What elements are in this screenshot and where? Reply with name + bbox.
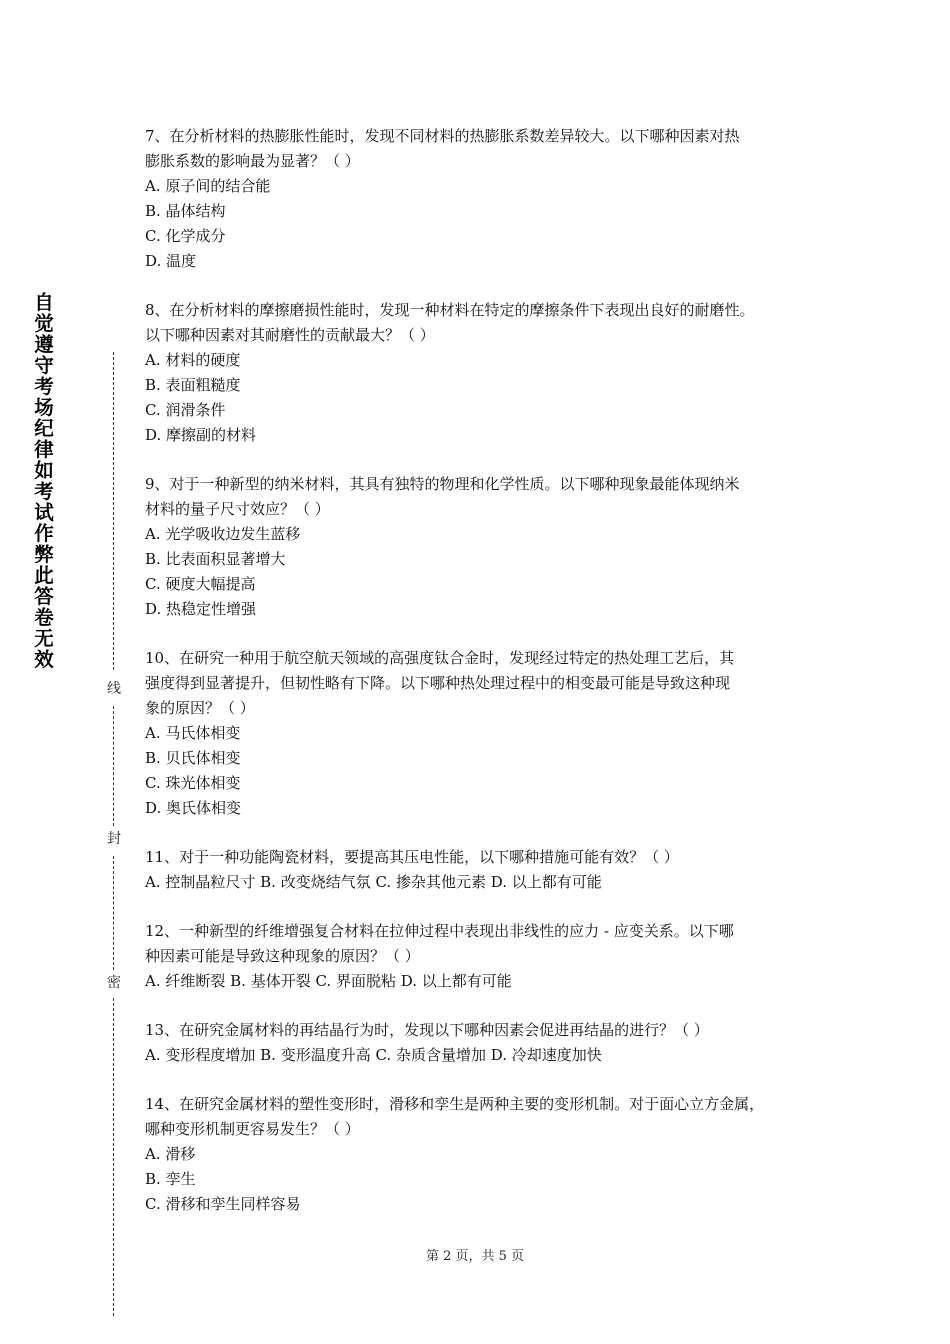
question-stem-line: 象的原因？（ ）: [145, 699, 255, 717]
notice-char: 遵: [34, 333, 54, 356]
answer-option: A. 纤维断裂 B. 基体开裂 C. 界面脱粘 D. 以上都有可能: [145, 972, 512, 990]
question-stem-line: 以下哪种因素对其耐磨性的贡献最大？（ ）: [145, 326, 435, 344]
answer-option: C. 滑移和孪生同样容易: [145, 1195, 301, 1213]
answer-option: A. 滑移: [145, 1145, 196, 1163]
notice-char: 考: [34, 375, 54, 398]
question-stem-line: 12、一种新型的纤维增强复合材料在拉伸过程中表现出非线性的应力 - 应变关系。以下哪: [145, 922, 734, 940]
question-9: [145, 472, 825, 622]
binding-dashed-line-bottom: [113, 998, 114, 1316]
question-stem-line: 10、在研究一种用于航空航天领域的高强度钛合金时，发现经过特定的热处理工艺后，其: [145, 649, 735, 667]
answer-option: A. 控制晶粒尺寸 B. 改变烧结气氛 C. 掺杂其他元素 D. 以上都有可能: [145, 873, 602, 891]
question-stem-line: 8、在分析材料的摩擦磨损性能时，发现一种材料在特定的摩擦条件下表现出良好的耐磨性。: [145, 301, 755, 319]
question-12: [145, 919, 825, 994]
notice-char: 卷: [34, 606, 54, 629]
answer-option: B. 比表面积显著增大: [145, 550, 286, 568]
binding-dashed-line-top: [113, 352, 114, 670]
notice-char: 守: [34, 354, 54, 377]
answer-option: B. 晶体结构: [145, 202, 226, 220]
notice-char: 此: [34, 564, 54, 587]
answer-option: B. 贝氏体相变: [145, 749, 241, 767]
seal-mark-line: 线: [104, 678, 124, 700]
seal-mark-close: 密: [104, 972, 124, 994]
notice-char: 纪: [34, 417, 54, 440]
answer-option: C. 硬度大幅提高: [145, 575, 256, 593]
notice-char: 考: [34, 480, 54, 503]
question-stem-line: 强度得到显著提升，但韧性略有下降。以下哪种热处理过程中的相变最可能是导致这种现: [145, 674, 731, 692]
answer-option: D. 摩擦副的材料: [145, 426, 257, 444]
notice-char: 效: [34, 648, 54, 671]
answer-option: C. 化学成分: [145, 227, 226, 245]
answer-option: C. 润滑条件: [145, 401, 226, 419]
notice-char: 如: [34, 459, 54, 482]
question-stem-line: 11、对于一种功能陶瓷材料，要提高其压电性能，以下哪种措施可能有效？（ ）: [145, 848, 679, 866]
notice-char: 答: [34, 585, 54, 608]
question-stem-line: 13、在研究金属材料的再结晶行为时，发现以下哪种因素会促进再结晶的进行？（ ）: [145, 1021, 709, 1039]
answer-option: A. 原子间的结合能: [145, 177, 271, 195]
question-list: [145, 124, 825, 1241]
notice-char: 试: [34, 501, 54, 524]
question-11: [145, 845, 825, 895]
answer-option: B. 孪生: [145, 1170, 196, 1188]
notice-char: 作: [34, 522, 54, 545]
question-13: [145, 1018, 825, 1068]
answer-option: A. 变形程度增加 B. 变形温度升高 C. 杂质含量增加 D. 冷却速度加快: [145, 1046, 602, 1064]
notice-char: 弊: [34, 543, 54, 566]
answer-option: C. 珠光体相变: [145, 774, 241, 792]
answer-option: A. 材料的硬度: [145, 351, 241, 369]
page-footer: 第 2 页，共 5 页: [425, 1249, 525, 1264]
seal-mark-seal: 封: [104, 828, 124, 850]
notice-char: 无: [34, 627, 54, 650]
notice-char: 自: [34, 291, 54, 314]
binding-dashed-line-middle: [113, 706, 114, 826]
answer-option: D. 奥氏体相变: [145, 799, 242, 817]
question-stem-line: 膨胀系数的影响最为显著？（ ）: [145, 152, 360, 170]
question-stem-line: 材料的量子尺寸效应？（ ）: [145, 500, 330, 518]
question-8: [145, 298, 825, 448]
question-stem-line: 14、在研究金属材料的塑性变形时，滑移和孪生是两种主要的变形机制。对于面心立方金属，: [145, 1095, 765, 1113]
notice-char: 律: [34, 438, 54, 461]
question-stem-line: 哪种变形机制更容易发生？（ ）: [145, 1120, 360, 1138]
notice-char: 觉: [34, 312, 54, 335]
answer-option: A. 马氏体相变: [145, 724, 241, 742]
notice-char: 场: [34, 396, 54, 419]
answer-option: A. 光学吸收边发生蓝移: [145, 525, 301, 543]
question-14: [145, 1092, 825, 1217]
question-stem-line: 7、在分析材料的热膨胀性能时，发现不同材料的热膨胀系数差异较大。以下哪种因素对热: [145, 127, 740, 145]
binding-dashed-line-lower: [113, 856, 114, 970]
question-10: [145, 646, 825, 821]
answer-option: D. 温度: [145, 252, 197, 270]
question-stem-line: 种因素可能是导致这种现象的原因？（ ）: [145, 947, 420, 965]
question-7: [145, 124, 825, 274]
question-stem-line: 9、对于一种新型的纳米材料，其具有独特的物理和化学性质。以下哪种现象最能体现纳米: [145, 475, 740, 493]
answer-option: B. 表面粗糙度: [145, 376, 241, 394]
answer-option: D. 热稳定性增强: [145, 600, 257, 618]
exam-integrity-notice: [22, 292, 66, 670]
